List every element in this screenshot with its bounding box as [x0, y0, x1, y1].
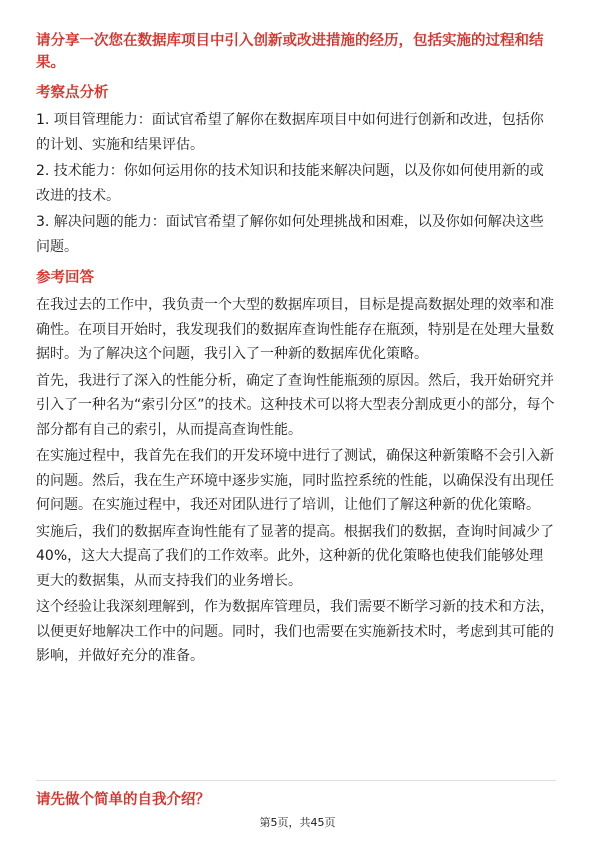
page-footer: 第5页，共45页	[259, 816, 336, 829]
answer-paragraph: 在实施过程中，我首先在我们的开发环境中进行了测试，确保这种新策略不会引入新的问题。然后，我在生产环境中逐步实施，同时监控系统的性能，以确保没有出现任何问题。在实施过程中，我还对团队进行了培训，让他们了解这种新的优化策略。	[36, 448, 554, 513]
analysis-item: 3. 解决问题的能力：面试官希望了解你如何处理挑战和困难，以及你如何解决这些问题。	[36, 214, 544, 255]
question-heading: 请分享一次您在数据库项目中引入创新或改进措施的经历，包括实施的过程和结果。	[36, 33, 544, 71]
analysis-item: 1. 项目管理能力：面试官希望了解你在数据库项目中如何进行创新和改进，包括你的计划、实施和结果评估。	[36, 112, 544, 153]
section-divider	[36, 780, 556, 781]
analysis-title: 考察点分析	[36, 85, 109, 101]
document-body	[36, 30, 556, 671]
answer-title: 参考回答	[36, 270, 94, 286]
analysis-item: 2. 技术能力：你如何运用你的技术知识和技能来解决问题，以及你如何使用新的或改进的技术。	[36, 163, 544, 204]
answer-paragraph: 实施后，我们的数据库查询性能有了显著的提高。根据我们的数据，查询时间减少了40%，这大大提高了我们的工作效率。此外，这种新的优化策略也使我们能够处理更大的数据集，从而支持我们的业务增长。	[36, 523, 554, 589]
answer-paragraph: 首先，我进行了深入的性能分析，确定了查询性能瓶颈的原因。然后，我开始研究并引入了一种名为“索引分区”的技术。这种技术可以将大型表分割成更小的部分，每个部分都有自己的索引，从而提高查询性能。	[36, 372, 555, 438]
next-question-heading: 请先做个简单的自我介绍？	[36, 792, 210, 808]
answer-paragraph: 在我过去的工作中，我负责一个大型的数据库项目，目标是提高数据处理的效率和准确性。在项目开始时，我发现我们的数据库查询性能存在瓶颈，特别是在处理大量数据时。为了解决这个问题，我引入了一种新的数据库优化策略。	[36, 297, 554, 362]
answer-paragraph: 这个经验让我深刻理解到，作为数据库管理员，我们需要不断学习新的技术和方法，以便更好地解决工作中的问题。同时，我们也需要在实施新技术时，考虑到其可能的影响，并做好充分的准备。	[36, 599, 554, 664]
